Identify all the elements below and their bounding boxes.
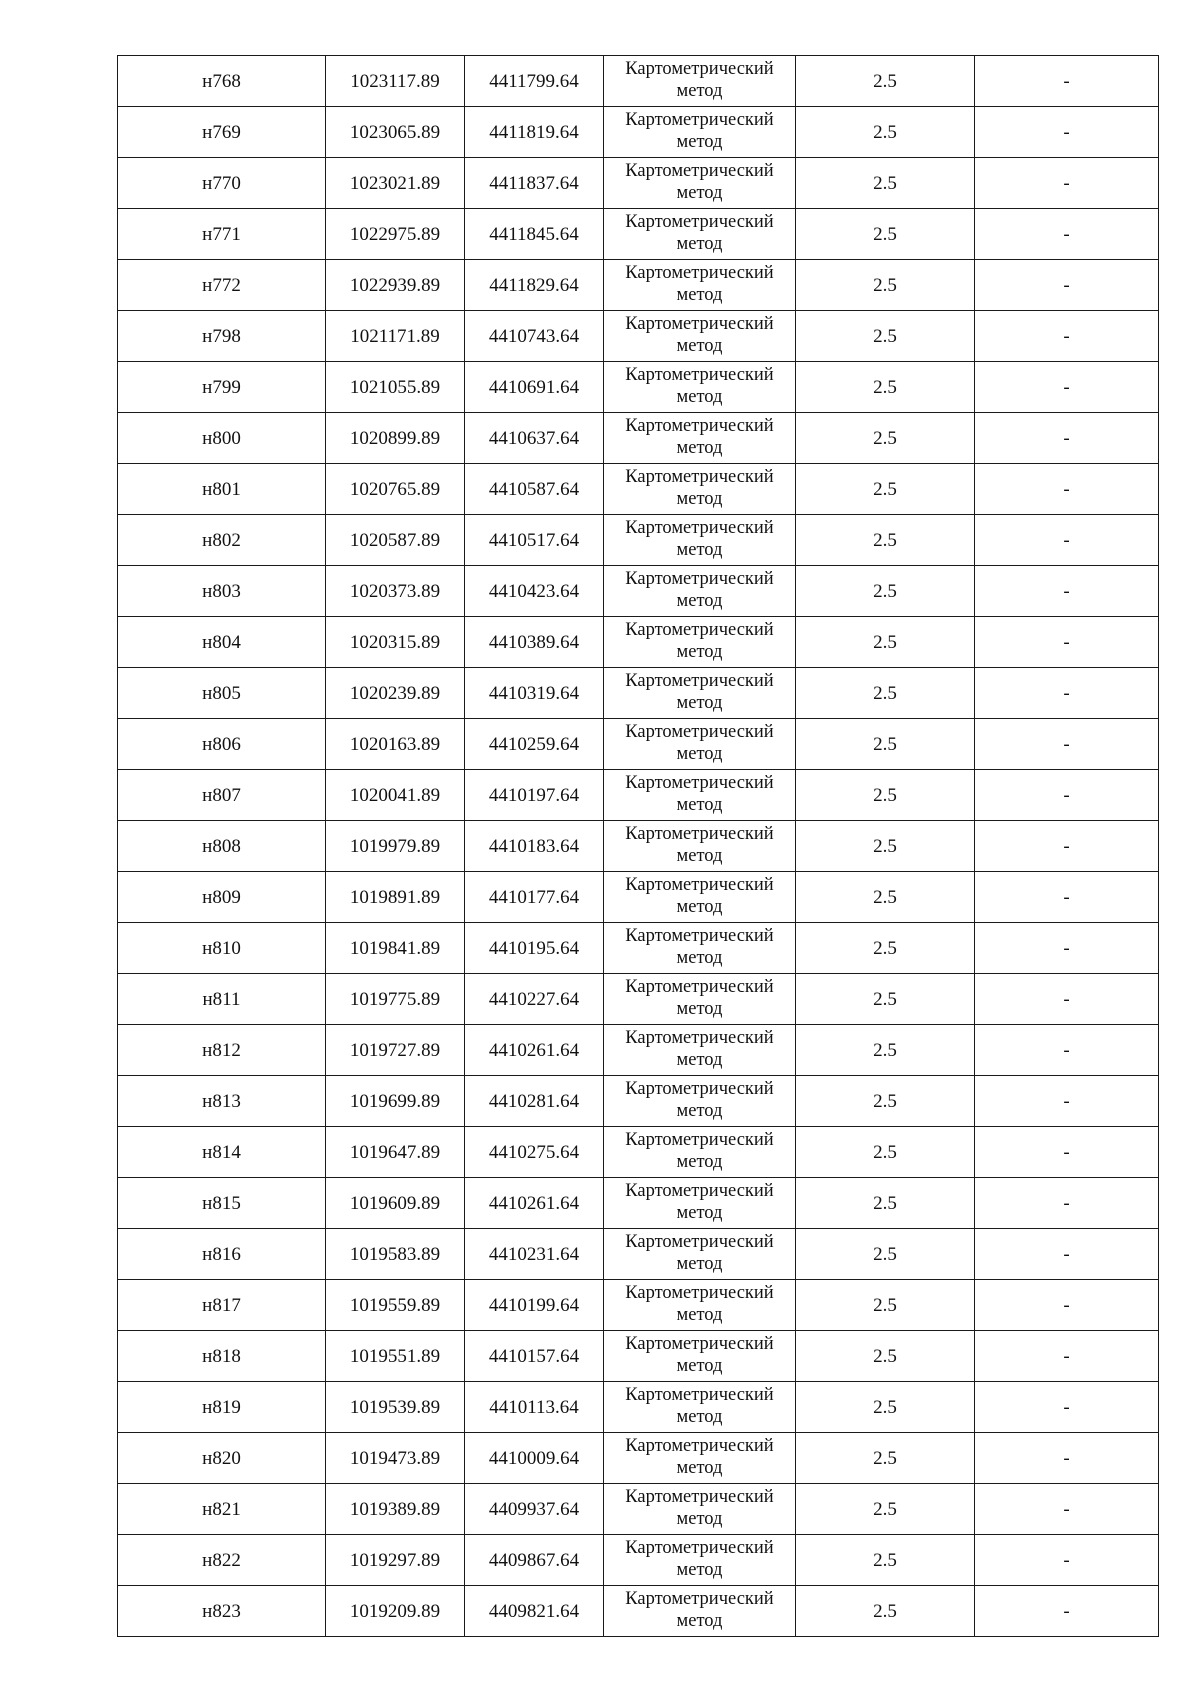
point-number-cell: н820 — [118, 1433, 326, 1484]
x-coordinate-cell: 1019583.89 — [326, 1229, 465, 1280]
point-number-cell: н772 — [118, 260, 326, 311]
x-coordinate-cell: 1019727.89 — [326, 1025, 465, 1076]
point-number-cell: н805 — [118, 668, 326, 719]
x-coordinate-cell: 1019209.89 — [326, 1586, 465, 1637]
y-coordinate-cell: 4410195.64 — [465, 923, 604, 974]
y-coordinate-cell: 4410261.64 — [465, 1178, 604, 1229]
point-number-cell: н770 — [118, 158, 326, 209]
method-cell — [604, 1484, 796, 1535]
method-label-line2: метод — [676, 489, 723, 509]
x-coordinate-cell: 1019389.89 — [326, 1484, 465, 1535]
method-label-line2: метод — [676, 1203, 723, 1223]
accuracy-cell: 2.5 — [796, 872, 975, 923]
y-coordinate-cell: 4410113.64 — [465, 1382, 604, 1433]
point-number-cell: н809 — [118, 872, 326, 923]
method-label-line1: Картометрический — [625, 773, 774, 793]
table-row — [118, 1586, 1159, 1637]
y-coordinate-cell: 4411819.64 — [465, 107, 604, 158]
x-coordinate-cell: 1019539.89 — [326, 1382, 465, 1433]
x-coordinate-cell: 1019841.89 — [326, 923, 465, 974]
table-row — [118, 872, 1159, 923]
method-label-line1: Картометрический — [625, 875, 774, 895]
table-row — [118, 974, 1159, 1025]
x-coordinate-cell: 1019775.89 — [326, 974, 465, 1025]
note-cell: - — [975, 413, 1159, 464]
method-label-line1: Картометрический — [625, 416, 774, 436]
accuracy-cell: 2.5 — [796, 311, 975, 362]
accuracy-cell: 2.5 — [796, 1178, 975, 1229]
method-label-line2: метод — [676, 285, 723, 305]
method-cell — [604, 515, 796, 566]
x-coordinate-cell: 1023021.89 — [326, 158, 465, 209]
x-coordinate-cell: 1019551.89 — [326, 1331, 465, 1382]
x-coordinate-cell: 1020041.89 — [326, 770, 465, 821]
method-cell — [604, 1229, 796, 1280]
point-number-cell: н804 — [118, 617, 326, 668]
method-cell — [604, 566, 796, 617]
method-label-line1: Картометрический — [625, 365, 774, 385]
accuracy-cell: 2.5 — [796, 209, 975, 260]
method-label-line2: метод — [676, 81, 723, 101]
accuracy-cell: 2.5 — [796, 821, 975, 872]
point-number-cell: н798 — [118, 311, 326, 362]
x-coordinate-cell: 1019609.89 — [326, 1178, 465, 1229]
accuracy-cell: 2.5 — [796, 158, 975, 209]
method-cell — [604, 413, 796, 464]
x-coordinate-cell: 1020587.89 — [326, 515, 465, 566]
method-label-line1: Картометрический — [625, 1385, 774, 1405]
accuracy-cell: 2.5 — [796, 413, 975, 464]
point-number-cell: н803 — [118, 566, 326, 617]
y-coordinate-cell: 4409821.64 — [465, 1586, 604, 1637]
point-number-cell: н817 — [118, 1280, 326, 1331]
method-label-line1: Картометрический — [625, 467, 774, 487]
note-cell: - — [975, 260, 1159, 311]
accuracy-cell: 2.5 — [796, 1076, 975, 1127]
y-coordinate-cell: 4410423.64 — [465, 566, 604, 617]
y-coordinate-cell: 4410281.64 — [465, 1076, 604, 1127]
method-label-line2: метод — [676, 234, 723, 254]
method-label-line2: метод — [676, 795, 723, 815]
method-cell — [604, 311, 796, 362]
method-cell — [604, 719, 796, 770]
point-number-cell: н822 — [118, 1535, 326, 1586]
table-row — [118, 566, 1159, 617]
accuracy-cell: 2.5 — [796, 1127, 975, 1178]
y-coordinate-cell: 4410231.64 — [465, 1229, 604, 1280]
note-cell: - — [975, 923, 1159, 974]
method-cell — [604, 1433, 796, 1484]
method-label-line1: Картометрический — [625, 212, 774, 232]
method-label-line2: метод — [676, 1050, 723, 1070]
method-label-line1: Картометрический — [625, 1028, 774, 1048]
method-cell — [604, 668, 796, 719]
method-label-line1: Картометрический — [625, 59, 774, 79]
method-label-line1: Картометрический — [625, 1130, 774, 1150]
accuracy-cell: 2.5 — [796, 362, 975, 413]
point-number-cell: н768 — [118, 56, 326, 107]
method-label-line1: Картометрический — [625, 1181, 774, 1201]
x-coordinate-cell: 1019297.89 — [326, 1535, 465, 1586]
point-number-cell: н771 — [118, 209, 326, 260]
method-label-line1: Картометрический — [625, 1487, 774, 1507]
coordinates-table — [117, 55, 1159, 1637]
method-label-line1: Картометрический — [625, 161, 774, 181]
table-row — [118, 1280, 1159, 1331]
x-coordinate-cell: 1021171.89 — [326, 311, 465, 362]
method-label-line1: Картометрический — [625, 1283, 774, 1303]
y-coordinate-cell: 4411829.64 — [465, 260, 604, 311]
method-label-line2: метод — [676, 1305, 723, 1325]
accuracy-cell: 2.5 — [796, 1025, 975, 1076]
method-cell — [604, 1331, 796, 1382]
table-row — [118, 1127, 1159, 1178]
note-cell: - — [975, 1433, 1159, 1484]
note-cell: - — [975, 464, 1159, 515]
method-label-line1: Картометрический — [625, 926, 774, 946]
y-coordinate-cell: 4410517.64 — [465, 515, 604, 566]
method-label-line2: метод — [676, 183, 723, 203]
method-label-line2: метод — [676, 1560, 723, 1580]
method-label-line1: Картометрический — [625, 1079, 774, 1099]
method-cell — [604, 1178, 796, 1229]
method-label-line2: метод — [676, 1254, 723, 1274]
point-number-cell: н812 — [118, 1025, 326, 1076]
y-coordinate-cell: 4410637.64 — [465, 413, 604, 464]
method-label-line2: метод — [676, 999, 723, 1019]
accuracy-cell: 2.5 — [796, 107, 975, 158]
point-number-cell: н814 — [118, 1127, 326, 1178]
point-number-cell: н821 — [118, 1484, 326, 1535]
table-row — [118, 158, 1159, 209]
x-coordinate-cell: 1019647.89 — [326, 1127, 465, 1178]
y-coordinate-cell: 4410009.64 — [465, 1433, 604, 1484]
method-cell — [604, 1382, 796, 1433]
note-cell: - — [975, 617, 1159, 668]
note-cell: - — [975, 1025, 1159, 1076]
x-coordinate-cell: 1023117.89 — [326, 56, 465, 107]
note-cell: - — [975, 362, 1159, 413]
method-cell — [604, 1535, 796, 1586]
note-cell: - — [975, 1382, 1159, 1433]
x-coordinate-cell: 1020765.89 — [326, 464, 465, 515]
point-number-cell: н802 — [118, 515, 326, 566]
note-cell: - — [975, 56, 1159, 107]
x-coordinate-cell: 1019979.89 — [326, 821, 465, 872]
method-cell — [604, 209, 796, 260]
note-cell: - — [975, 1076, 1159, 1127]
table-row — [118, 362, 1159, 413]
point-number-cell: н806 — [118, 719, 326, 770]
point-number-cell: н818 — [118, 1331, 326, 1382]
accuracy-cell: 2.5 — [796, 260, 975, 311]
x-coordinate-cell: 1019473.89 — [326, 1433, 465, 1484]
table-row — [118, 464, 1159, 515]
accuracy-cell: 2.5 — [796, 1586, 975, 1637]
y-coordinate-cell: 4410389.64 — [465, 617, 604, 668]
table-row — [118, 1229, 1159, 1280]
point-number-cell: н819 — [118, 1382, 326, 1433]
note-cell: - — [975, 719, 1159, 770]
method-cell — [604, 923, 796, 974]
x-coordinate-cell: 1020899.89 — [326, 413, 465, 464]
table-row — [118, 56, 1159, 107]
note-cell: - — [975, 566, 1159, 617]
note-cell: - — [975, 1178, 1159, 1229]
x-coordinate-cell: 1019559.89 — [326, 1280, 465, 1331]
table-row — [118, 1076, 1159, 1127]
accuracy-cell: 2.5 — [796, 1331, 975, 1382]
method-label-line1: Картометрический — [625, 314, 774, 334]
method-cell — [604, 770, 796, 821]
method-cell — [604, 362, 796, 413]
y-coordinate-cell: 4409937.64 — [465, 1484, 604, 1535]
method-label-line1: Картометрический — [625, 110, 774, 130]
table-row — [118, 668, 1159, 719]
method-label-line2: метод — [676, 1509, 723, 1529]
y-coordinate-cell: 4410691.64 — [465, 362, 604, 413]
y-coordinate-cell: 4411837.64 — [465, 158, 604, 209]
method-label-line1: Картометрический — [625, 977, 774, 997]
accuracy-cell: 2.5 — [796, 974, 975, 1025]
note-cell: - — [975, 1280, 1159, 1331]
accuracy-cell: 2.5 — [796, 566, 975, 617]
method-cell — [604, 821, 796, 872]
y-coordinate-cell: 4410275.64 — [465, 1127, 604, 1178]
accuracy-cell: 2.5 — [796, 56, 975, 107]
table-row — [118, 260, 1159, 311]
method-label-line1: Картометрический — [625, 263, 774, 283]
x-coordinate-cell: 1020373.89 — [326, 566, 465, 617]
method-label-line2: метод — [676, 642, 723, 662]
point-number-cell: н769 — [118, 107, 326, 158]
y-coordinate-cell: 4410743.64 — [465, 311, 604, 362]
table-row — [118, 107, 1159, 158]
method-cell — [604, 1076, 796, 1127]
method-label-line2: метод — [676, 1356, 723, 1376]
table-row — [118, 515, 1159, 566]
note-cell: - — [975, 107, 1159, 158]
note-cell: - — [975, 209, 1159, 260]
method-label-line2: метод — [676, 336, 723, 356]
y-coordinate-cell: 4410197.64 — [465, 770, 604, 821]
y-coordinate-cell: 4410259.64 — [465, 719, 604, 770]
accuracy-cell: 2.5 — [796, 515, 975, 566]
x-coordinate-cell: 1023065.89 — [326, 107, 465, 158]
table-row — [118, 1382, 1159, 1433]
table-row — [118, 1484, 1159, 1535]
method-label-line1: Картометрический — [625, 620, 774, 640]
x-coordinate-cell: 1020315.89 — [326, 617, 465, 668]
method-label-line2: метод — [676, 693, 723, 713]
point-number-cell: н808 — [118, 821, 326, 872]
method-label-line1: Картометрический — [625, 1589, 774, 1609]
table-row — [118, 719, 1159, 770]
accuracy-cell: 2.5 — [796, 923, 975, 974]
note-cell: - — [975, 1535, 1159, 1586]
y-coordinate-cell: 4409867.64 — [465, 1535, 604, 1586]
accuracy-cell: 2.5 — [796, 1484, 975, 1535]
method-label-line2: метод — [676, 540, 723, 560]
coordinates-table-body — [118, 56, 1159, 1637]
note-cell: - — [975, 1229, 1159, 1280]
point-number-cell: н810 — [118, 923, 326, 974]
method-cell — [604, 974, 796, 1025]
table-row — [118, 1535, 1159, 1586]
method-label-line2: метод — [676, 387, 723, 407]
point-number-cell: н799 — [118, 362, 326, 413]
method-label-line2: метод — [676, 846, 723, 866]
method-cell — [604, 464, 796, 515]
note-cell: - — [975, 668, 1159, 719]
x-coordinate-cell: 1021055.89 — [326, 362, 465, 413]
accuracy-cell: 2.5 — [796, 719, 975, 770]
point-number-cell: н813 — [118, 1076, 326, 1127]
note-cell: - — [975, 311, 1159, 362]
note-cell: - — [975, 770, 1159, 821]
method-label-line2: метод — [676, 948, 723, 968]
table-row — [118, 617, 1159, 668]
note-cell: - — [975, 515, 1159, 566]
accuracy-cell: 2.5 — [796, 1382, 975, 1433]
accuracy-cell: 2.5 — [796, 770, 975, 821]
method-label-line2: метод — [676, 744, 723, 764]
accuracy-cell: 2.5 — [796, 617, 975, 668]
method-label-line2: метод — [676, 591, 723, 611]
table-row — [118, 821, 1159, 872]
table-row — [118, 1433, 1159, 1484]
point-number-cell: н801 — [118, 464, 326, 515]
y-coordinate-cell: 4411845.64 — [465, 209, 604, 260]
method-label-line2: метод — [676, 1407, 723, 1427]
accuracy-cell: 2.5 — [796, 1280, 975, 1331]
table-row — [118, 1178, 1159, 1229]
point-number-cell: н800 — [118, 413, 326, 464]
y-coordinate-cell: 4410177.64 — [465, 872, 604, 923]
note-cell: - — [975, 821, 1159, 872]
y-coordinate-cell: 4410183.64 — [465, 821, 604, 872]
y-coordinate-cell: 4410319.64 — [465, 668, 604, 719]
method-cell — [604, 107, 796, 158]
x-coordinate-cell: 1022939.89 — [326, 260, 465, 311]
method-label-line2: метод — [676, 1101, 723, 1121]
note-cell: - — [975, 1586, 1159, 1637]
point-number-cell: н811 — [118, 974, 326, 1025]
accuracy-cell: 2.5 — [796, 668, 975, 719]
y-coordinate-cell: 4410261.64 — [465, 1025, 604, 1076]
accuracy-cell: 2.5 — [796, 1535, 975, 1586]
method-label-line1: Картометрический — [625, 1334, 774, 1354]
note-cell: - — [975, 1484, 1159, 1535]
method-label-line1: Картометрический — [625, 1538, 774, 1558]
point-number-cell: н815 — [118, 1178, 326, 1229]
table-row — [118, 311, 1159, 362]
accuracy-cell: 2.5 — [796, 1229, 975, 1280]
point-number-cell: н816 — [118, 1229, 326, 1280]
note-cell: - — [975, 974, 1159, 1025]
y-coordinate-cell: 4411799.64 — [465, 56, 604, 107]
method-label-line1: Картометрический — [625, 671, 774, 691]
x-coordinate-cell: 1020239.89 — [326, 668, 465, 719]
table-row — [118, 1331, 1159, 1382]
method-cell — [604, 1127, 796, 1178]
x-coordinate-cell: 1022975.89 — [326, 209, 465, 260]
method-cell — [604, 1586, 796, 1637]
note-cell: - — [975, 1331, 1159, 1382]
method-label-line2: метод — [676, 897, 723, 917]
method-cell — [604, 1025, 796, 1076]
method-label-line2: метод — [676, 438, 723, 458]
y-coordinate-cell: 4410587.64 — [465, 464, 604, 515]
method-cell — [604, 56, 796, 107]
note-cell: - — [975, 1127, 1159, 1178]
table-row — [118, 770, 1159, 821]
method-label-line2: метод — [676, 132, 723, 152]
table-row — [118, 923, 1159, 974]
y-coordinate-cell: 4410199.64 — [465, 1280, 604, 1331]
method-cell — [604, 158, 796, 209]
y-coordinate-cell: 4410157.64 — [465, 1331, 604, 1382]
point-number-cell: н823 — [118, 1586, 326, 1637]
point-number-cell: н807 — [118, 770, 326, 821]
method-label-line1: Картометрический — [625, 722, 774, 742]
method-cell — [604, 260, 796, 311]
table-row — [118, 209, 1159, 260]
method-label-line1: Картометрический — [625, 518, 774, 538]
note-cell: - — [975, 158, 1159, 209]
x-coordinate-cell: 1019891.89 — [326, 872, 465, 923]
note-cell: - — [975, 872, 1159, 923]
method-label-line2: метод — [676, 1611, 723, 1631]
method-label-line1: Картометрический — [625, 824, 774, 844]
table-row — [118, 1025, 1159, 1076]
accuracy-cell: 2.5 — [796, 1433, 975, 1484]
method-label-line1: Картометрический — [625, 1232, 774, 1252]
method-label-line1: Картометрический — [625, 1436, 774, 1456]
x-coordinate-cell: 1020163.89 — [326, 719, 465, 770]
method-label-line2: метод — [676, 1458, 723, 1478]
method-cell — [604, 617, 796, 668]
table-row — [118, 413, 1159, 464]
y-coordinate-cell: 4410227.64 — [465, 974, 604, 1025]
x-coordinate-cell: 1019699.89 — [326, 1076, 465, 1127]
method-label-line1: Картометрический — [625, 569, 774, 589]
method-label-line2: метод — [676, 1152, 723, 1172]
accuracy-cell: 2.5 — [796, 464, 975, 515]
method-cell — [604, 872, 796, 923]
method-cell — [604, 1280, 796, 1331]
